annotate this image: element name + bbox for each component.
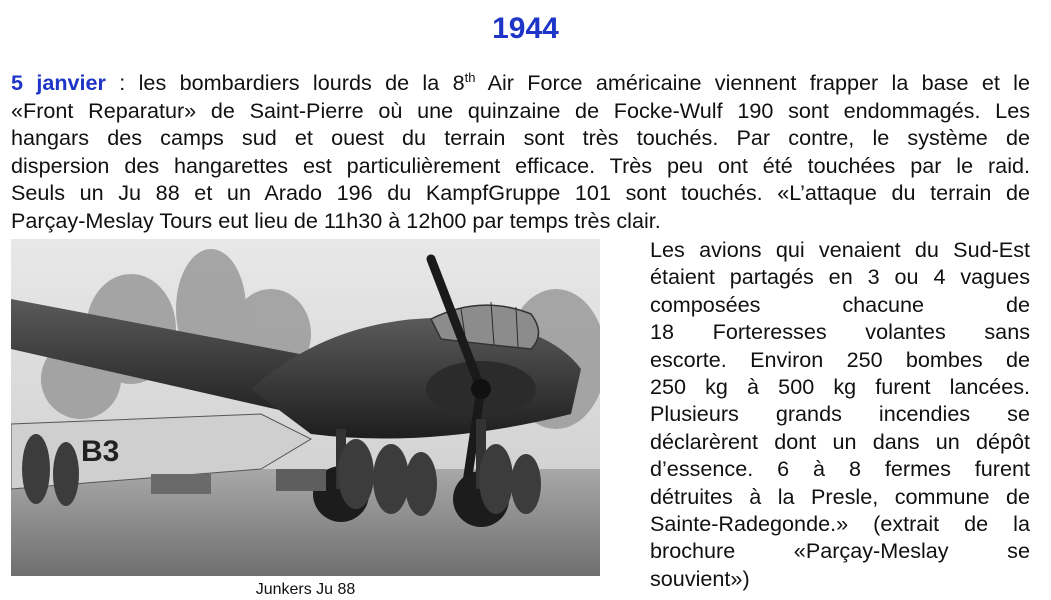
quote-line-2: étaient partagés en 3 ou 4 vagues xyxy=(650,264,1030,290)
fuselage-marking: B3 xyxy=(81,435,120,468)
intro-line-6: Parçay-Meslay Tours eut lieu de 11h30 à 12h00 par temps très clair. xyxy=(11,207,661,233)
intro-line-1-end: Air Force américaine viennent frapper la base et le xyxy=(475,70,1030,95)
quote-line-5: escorte. Environ 250 bombes de xyxy=(650,346,1030,372)
date-label: 5 janvier xyxy=(11,70,106,95)
quote-line-8: déclarèrent dont un dans un dépôt xyxy=(650,428,1030,454)
intro-line-1 xyxy=(11,69,1030,97)
photo-caption: Junkers Ju 88 xyxy=(255,581,356,598)
quote-line-11: Sainte-Radegonde.» (extrait de la xyxy=(650,510,1030,536)
quote-line-3: composées chacune de xyxy=(650,291,1030,317)
quote-line-1: Les avions qui venaient du Sud-Est xyxy=(650,237,1030,262)
quote-line-12: brochure «Parçay-Meslay se xyxy=(650,538,1030,564)
intro-line-2: «Front Reparatur» de Saint-Pierre où une quinzaine de Focke-Wulf 190 sont endommagés. Les xyxy=(11,97,1030,123)
ordinal-suffix: th xyxy=(464,69,476,85)
quote-line-10: détruites à la Presle, commune de xyxy=(650,483,1030,509)
intro-line-5: Seuls un Ju 88 et un Arado 196 du KampfGruppe 101 sont touchés. «L’attaque du terrain de xyxy=(11,180,1030,205)
junkers-photo xyxy=(11,239,600,576)
intro-line-1-start: : les bombardiers lourds de la 8 xyxy=(105,70,465,95)
quote-line-7: Plusieurs grands incendies se xyxy=(650,401,1030,427)
quote-line-9: d’essence. 6 à 8 fermes furent xyxy=(650,456,1030,482)
quote-line-4: 18 Forteresses volantes sans xyxy=(650,319,1030,345)
quote-line-6: 250 kg à 500 kg furent lancées. xyxy=(650,373,1030,399)
quote-column xyxy=(650,236,1030,592)
intro-line-4: dispersion des hangarettes est particulièrement efficace. Très peu ont été touchées par le raid. xyxy=(11,152,1030,178)
year-heading: 1944 xyxy=(492,12,559,45)
quote-line-13: souvient») xyxy=(650,565,750,591)
intro-line-3: hangars des camps sud et ouest du terrain sont très touchés. Par contre, le système de xyxy=(11,125,1030,150)
intro-paragraph xyxy=(11,69,1030,234)
